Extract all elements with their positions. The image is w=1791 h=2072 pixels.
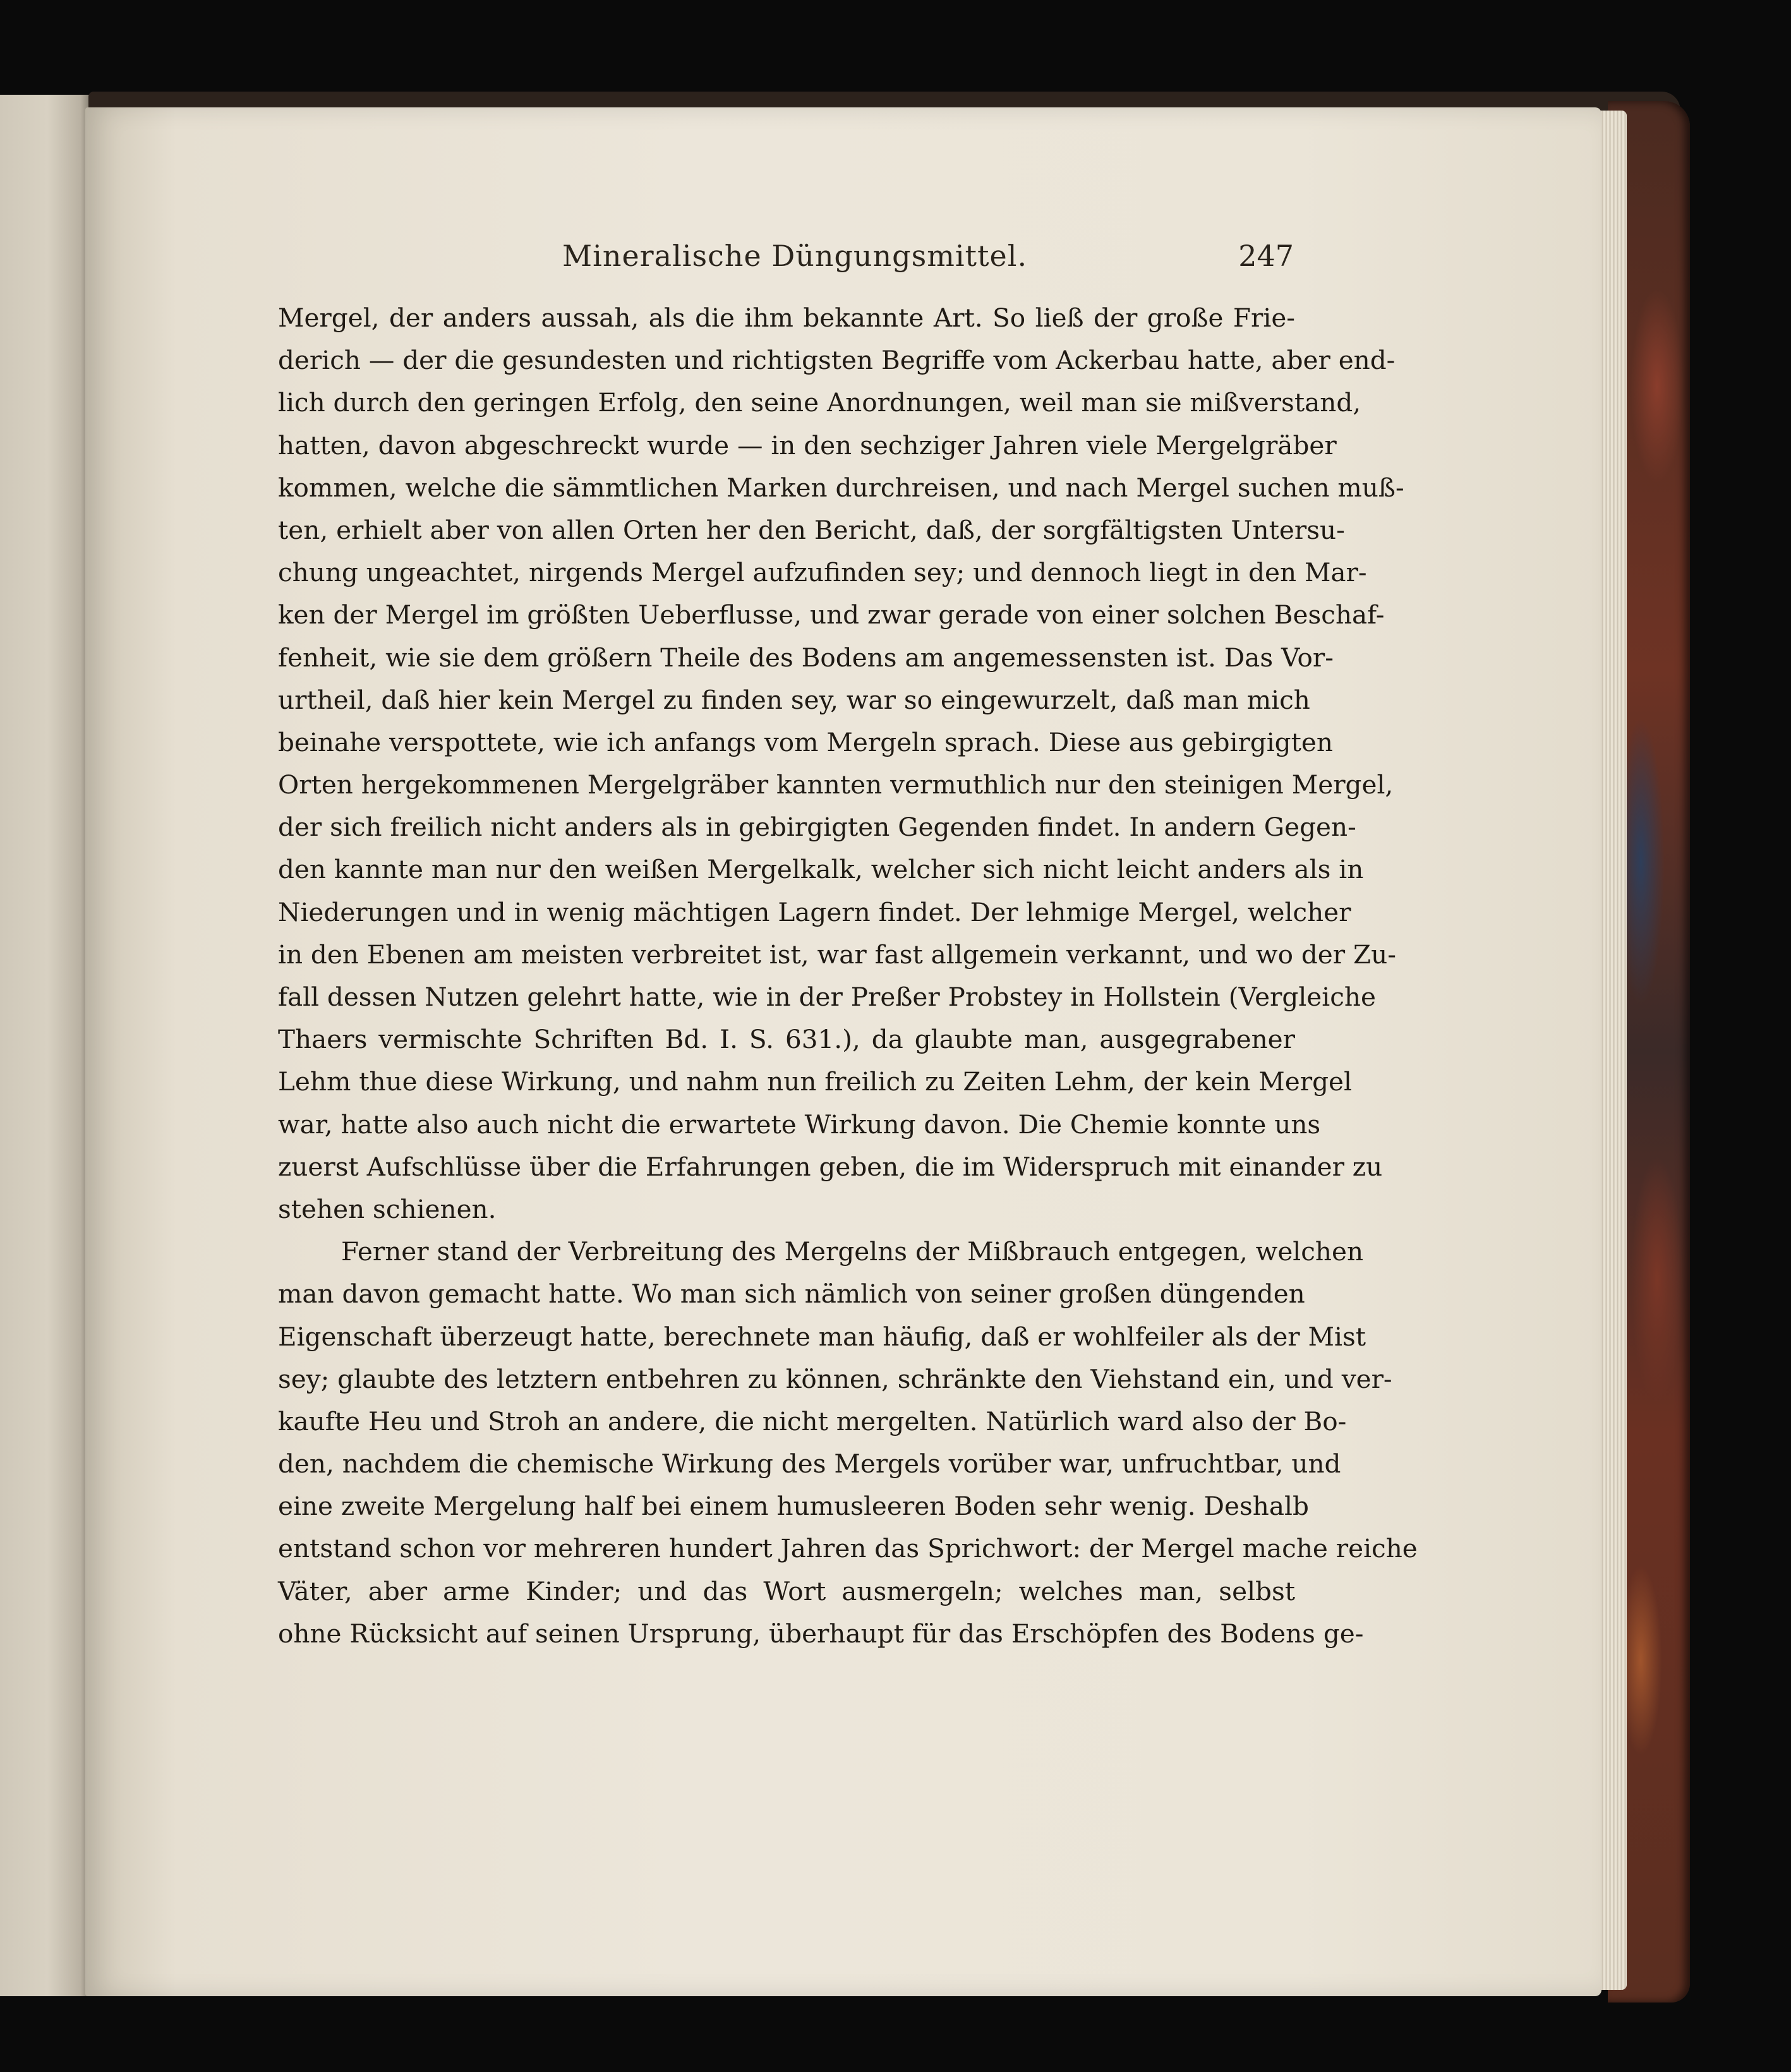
running-head: Mineralische Düngungsmittel.: [562, 239, 1028, 273]
text-line: stehen schienen.: [278, 1193, 497, 1224]
page-header: [562, 239, 1301, 283]
text-line: beinahe verspottete, wie ich anfangs vom Mergeln sprach. Diese aus gebirgigten: [278, 726, 1333, 757]
paragraph-2: [278, 1231, 1418, 1655]
text-line: hatten, davon abgeschreckt wurde — in den sechziger Jahren viele Mergelgräber: [278, 430, 1337, 461]
text-line: Ferner stand der Verbreitung des Mergelns der Mißbrauch entgegen, welchen: [341, 1236, 1364, 1267]
text-line: fall dessen Nutzen gelehrt hatte, wie in der Preßer Probstey in Hollstein (Vergleiche: [278, 982, 1376, 1012]
text-line: den kannte man nur den weißen Mergelkalk, welcher sich nicht leicht anders als in: [278, 854, 1364, 885]
paragraph-1: [278, 297, 1404, 1231]
text-line: Väter, aber arme Kinder; und das Wort ausmergeln; welches man, selbst: [278, 1575, 1295, 1606]
text-line: Lehm thue diese Wirkung, und nahm nun freilich zu Zeiten Lehm, der kein Mergel: [278, 1066, 1352, 1097]
text-line: der sich freilich nicht anders als in gebirgigten Gegenden findet. In andern Gegen-: [278, 812, 1356, 843]
body-text: [278, 297, 1418, 1655]
page-number: 247: [1238, 239, 1294, 273]
text-line: Mergel, der anders aussah, als die ihm bekannte Art. So ließ der große Frie-: [278, 303, 1295, 333]
text-line: derich — der die gesundesten und richtigsten Begriffe vom Ackerbau hatte, aber end-: [278, 345, 1396, 376]
text-line: entstand schon vor mehreren hundert Jahren das Sprichwort: der Mergel mache reiche: [278, 1533, 1418, 1564]
text-line: urtheil, daß hier kein Mergel zu finden sey, war so eingewurzelt, daß man mich: [278, 684, 1310, 715]
text-line: sey; glaubte des letztern entbehren zu können, schränkte den Viehstand ein, und ver-: [278, 1363, 1392, 1394]
text-line: chung ungeachtet, nirgends Mergel aufzufinden sey; und dennoch liegt in den Mar-: [278, 557, 1367, 588]
text-line: Thaers vermischte Schriften Bd. I. S. 631.), da glaubte man, ausgegrabener: [278, 1024, 1295, 1055]
text-line: kaufte Heu und Stroh an andere, die nicht mergelten. Natürlich ward also der Bo-: [278, 1406, 1347, 1437]
text-line: Niederungen und in wenig mächtigen Lagern findet. Der lehmige Mergel, welcher: [278, 896, 1351, 927]
text-line: Eigenschaft überzeugt hatte, berechnete man häufig, daß er wohlfeiler als der Mist: [278, 1321, 1366, 1352]
text-line: ohne Rücksicht auf seinen Ursprung, überhaupt für das Erschöpfen des Bodens ge-: [278, 1618, 1364, 1649]
text-line: in den Ebenen am meisten verbreitet ist, war fast allgemein verkannt, und wo der Zu-: [278, 939, 1396, 970]
text-line: den, nachdem die chemische Wirkung des Mergels vorüber war, unfruchtbar, und: [278, 1449, 1341, 1479]
text-line: ken der Mergel im größten Ueberflusse, und zwar gerade von einer solchen Beschaf-: [278, 599, 1385, 630]
text-line: Orten hergekommenen Mergelgräber kannten vermuthlich nur den steinigen Mergel,: [278, 769, 1394, 800]
previous-page-edge: [0, 95, 95, 1996]
text-line: man davon gemacht hatte. Wo man sich nämlich von seiner großen düngenden: [278, 1279, 1305, 1310]
text-line: eine zweite Mergelung half bei einem humusleeren Boden sehr wenig. Deshalb: [278, 1491, 1309, 1522]
text-line: war, hatte also auch nicht die erwartete Wirkung davon. Die Chemie konnte uns: [278, 1109, 1321, 1140]
text-line: ten, erhielt aber von allen Orten her den Bericht, daß, der sorgfältigsten Untersu-: [278, 514, 1345, 545]
text-line: fenheit, wie sie dem größern Theile des Bodens am angemessensten ist. Das Vor-: [278, 642, 1334, 673]
text-line: lich durch den geringen Erfolg, den seine Anordnungen, weil man sie mißverstand,: [278, 387, 1361, 418]
text-line: kommen, welche die sämmtlichen Marken durchreisen, und nach Mergel suchen muß-: [278, 472, 1404, 503]
text-line: zuerst Aufschlüsse über die Erfahrungen geben, die im Widerspruch mit einander zu: [278, 1151, 1383, 1182]
